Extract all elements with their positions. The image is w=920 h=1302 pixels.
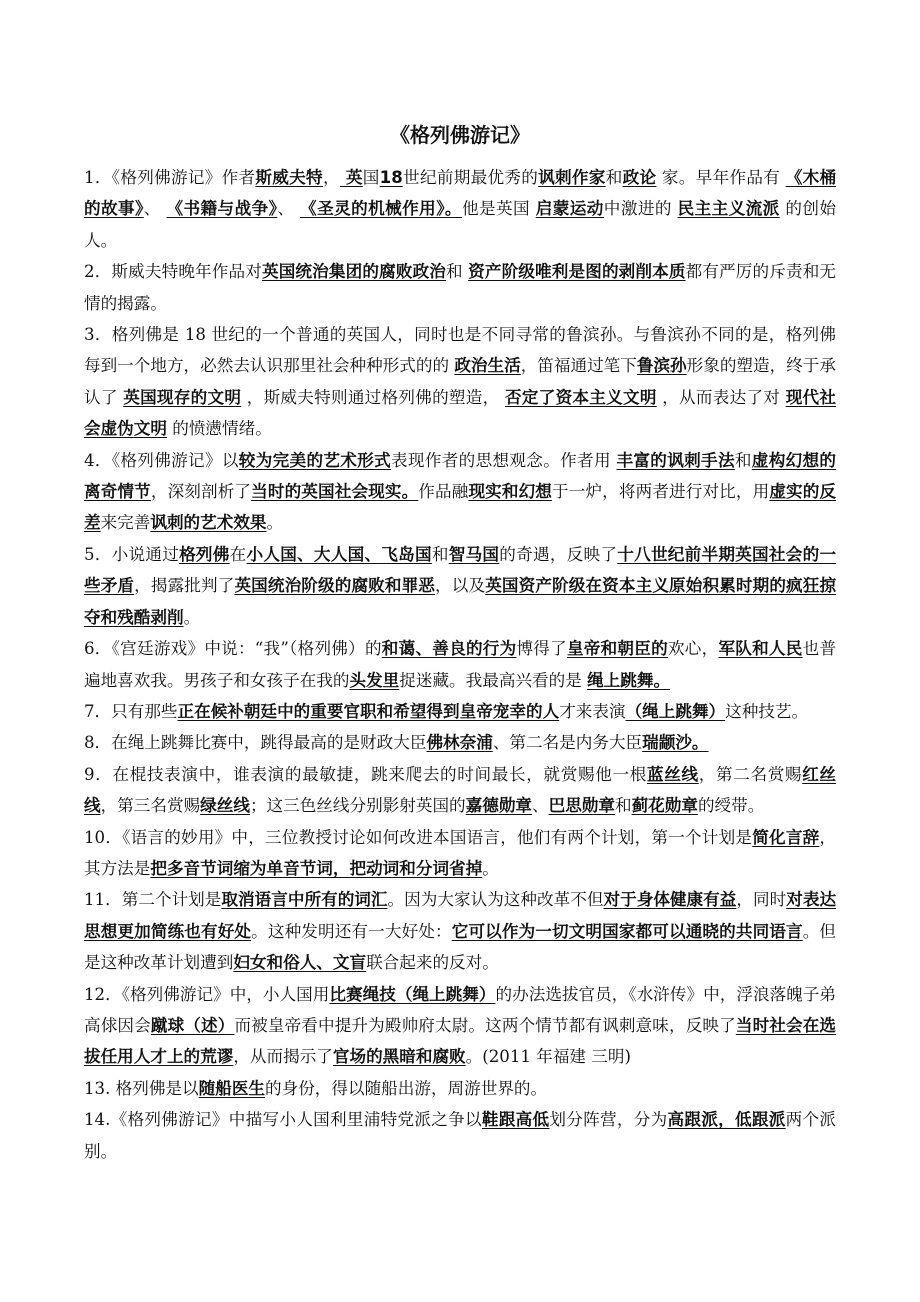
question-text: ，第三名赏赐: [100, 796, 201, 816]
answer-underlined: 比赛绳技（绳上跳舞）: [329, 984, 496, 1004]
question-text: 和: [445, 262, 469, 282]
question-text: 、: [532, 796, 549, 816]
answer-underlined: 英: [339, 168, 363, 187]
question-text: 7．只有那些: [84, 701, 178, 721]
question-text: ，笛福通过笔下: [520, 356, 637, 376]
answer-underlined: （绳上跳舞）: [625, 701, 726, 721]
answer-underlined: 嘉德勋章: [465, 796, 533, 816]
question-text: ，从而表达了对: [656, 387, 786, 407]
answer-underlined: 斯威夫特: [255, 168, 323, 187]
question-item: [84, 759, 836, 822]
question-text: 的愤懑情绪。: [166, 419, 272, 439]
question-item: [84, 319, 836, 445]
answer-underlined: 英国统治阶级的腐败和罪恶: [234, 576, 436, 596]
answer-underlined: 较为完美的艺术形式: [238, 450, 392, 470]
question-text: 作品融: [418, 482, 469, 502]
answer-underlined: 妇女和俗人、文盲: [233, 953, 367, 973]
question-text: ，揭露批判了: [134, 576, 235, 596]
question-text: 他是英国: [461, 199, 536, 219]
question-text: 12．《格列佛游记》中，小人国用: [84, 984, 330, 1004]
answer-underlined: 英国统治集团的腐败政治: [261, 262, 446, 282]
question-text: 来完善: [100, 513, 151, 533]
question-text: 4．《格列佛游记》以: [84, 450, 239, 470]
question-text: 国: [362, 168, 380, 187]
answer-underlined: 格列佛: [179, 544, 230, 564]
question-text: 11．第二个计划是: [84, 890, 222, 910]
answer-underlined: 取消语言中所有的词汇: [221, 890, 388, 910]
question-text: 。因为大家认为这种改革不但: [387, 890, 604, 910]
question-text: 两个派别。: [84, 1110, 837, 1161]
question-text: 博得了: [516, 639, 567, 659]
question-text: 而被皇帝看中提升为殿帅府太尉。这两个情节都有讽刺意味，反映了: [234, 1015, 736, 1035]
answer-underlined: 讽刺作家: [538, 168, 606, 187]
answer-underlined: 佛林奈浦: [426, 733, 493, 753]
answer-underlined: 军队和人民: [718, 639, 803, 659]
answer-underlined: 绿丝线: [200, 796, 250, 816]
answer-underlined: 政治生活: [454, 356, 521, 376]
answer-underlined: 现代社会虚伪文明: [84, 387, 836, 439]
answer-underlined: 皇帝和朝臣的: [566, 639, 668, 659]
answer-underlined: 英国现存的文明: [123, 387, 242, 407]
question-text: 和: [734, 450, 752, 470]
question-text: ，同时: [736, 890, 787, 910]
question-item: [84, 696, 836, 727]
question-text: 世纪前期最优秀的: [402, 168, 539, 187]
question-text: 。: [482, 858, 499, 878]
answer-underlined: 蓟花勋章: [631, 796, 698, 816]
answer-underlined: 官场的黑暗和腐败: [332, 1047, 466, 1067]
question-text: ，斯威夫特则通过格列佛的塑造，: [241, 387, 506, 407]
question-text: 的身份，得以随船出游，周游世界的。: [265, 1078, 548, 1098]
question-text: 8．在绳上跳舞比赛中，跳得最高的是财政大臣: [84, 733, 427, 753]
answer-underlined: 头发里: [349, 670, 400, 690]
question-text: 这种技艺。: [725, 701, 809, 721]
answer-underlined: 《木桶的故事》: [84, 168, 837, 219]
question-text: 也普遍地喜欢我。男孩子和女孩子在我的: [84, 639, 837, 690]
answer-underlined: 资产阶级唯利是图的剥削本质: [468, 262, 686, 282]
question-text: 中激进的: [603, 199, 678, 219]
question-item: [84, 633, 836, 696]
answer-underlined: 把多音节词缩为单音节词，把动词和分词省掉: [150, 858, 483, 878]
question-text: 和: [615, 796, 632, 816]
question-item: [84, 1073, 836, 1104]
question-text: 13. 格列佛是以: [84, 1078, 199, 1098]
answer-underlined: 随船医生: [198, 1078, 266, 1098]
answer-underlined: 丰富的讽刺手法: [616, 450, 735, 470]
answer-underlined: 对于身体健康有益: [603, 890, 737, 910]
answer-underlined: 英国资产阶级在资本主义原始积累时期的疯狂掠夺和残酷剥削: [84, 576, 837, 627]
question-item: [84, 162, 836, 256]
answer-underlined: 讽刺的艺术效果: [150, 513, 267, 533]
question-item: [84, 822, 836, 885]
question-text: 10．《语言的妙用》中，三位教授讨论如何改进本国语言，他们有两个计划，第一个计划是: [84, 827, 753, 847]
question-text: 1．《格列佛游记》作者: [84, 168, 256, 187]
question-text: 。(2011 年福建 三明): [465, 1047, 631, 1067]
question-text: 捉迷藏。我最高兴看的是: [399, 670, 588, 690]
question-text: 都有严厉的斥责和无情的揭露。: [84, 262, 837, 313]
answer-underlined: 十八世纪前半期英国社会的一些矛盾: [84, 544, 837, 596]
answer-underlined: 瑞颛沙。: [642, 733, 709, 753]
answer-underlined: 巴思勋章: [548, 796, 615, 816]
question-item: [84, 256, 836, 319]
question-text: 、: [143, 199, 167, 219]
question-item: [84, 1104, 836, 1167]
question-list: [84, 162, 836, 1167]
answer-underlined: 鲁滨孙: [636, 356, 687, 376]
question-item: [84, 884, 836, 978]
question-text: ，: [322, 168, 340, 187]
answer-underlined: 政论: [622, 168, 657, 187]
question-text: 。: [266, 513, 284, 533]
question-item: [84, 727, 836, 758]
answer-underlined: 民主主义流派: [677, 199, 780, 219]
answer-underlined: 对表达思想更加简练也有好处: [84, 890, 837, 941]
question-text: 于一炉，将两者进行对比，用: [552, 482, 770, 502]
answer-underlined: 鞋跟高低: [481, 1110, 550, 1130]
answer-underlined: 否定了资本主义文明: [505, 387, 657, 407]
question-text: 6．《宫廷游戏》中说：“我”（格列佛）的: [84, 639, 382, 659]
question-text: ，其方法是: [84, 827, 837, 878]
answer-underlined: 《书籍与战争》: [166, 199, 278, 219]
question-text: 划分阵营，分为: [549, 1110, 668, 1130]
answer-underlined: 简化言辞: [752, 827, 820, 847]
answer-underlined: 它可以作为一切文明国家都可以通晓的共同语言: [451, 921, 803, 941]
question-text: 、第二名是内务大臣: [492, 733, 643, 753]
question-text: 3．格列佛是 18 世纪的一个普通的英国人，同时也是不同寻常的鲁滨孙。与鲁滨孙不同的是，格列佛每到一个地方，必然去认识那里社会种种形式的的: [84, 325, 836, 376]
question-text: 家。早年作品有: [656, 168, 786, 187]
question-text: 5．小说通过: [84, 544, 180, 564]
answer-underlined: 正在候补朝廷中的重要官职和希望得到皇帝宠幸的人: [177, 701, 560, 721]
answer-underlined: 当时社会在选拔任用人才上的荒谬: [84, 1015, 837, 1067]
question-item: [84, 979, 836, 1073]
question-text: 9．在棍技表演中，谁表演的最敏捷，跳来爬去的时间最长，就赏赐他一根: [84, 764, 647, 784]
question-text: 联合起来的反对。: [366, 953, 499, 973]
answer-underlined: 蹴球（述）: [150, 1015, 235, 1035]
answer-underlined: 虚构幻想的离奇情节: [84, 450, 837, 502]
document-page: [84, 118, 836, 1167]
question-item: [84, 539, 836, 633]
question-text: ；这三色丝线分别影射英国的: [249, 796, 466, 816]
question-text: 的办法选拔官员，《水浒传》中，浮浪落魄子弟高俅因会: [84, 984, 837, 1035]
question-text: 和: [605, 168, 623, 187]
question-text: 的创始人。: [84, 199, 837, 250]
answer-underlined: 和蔼、善良的行为: [381, 639, 517, 659]
question-text: 形象的塑造，终于承认了: [84, 356, 836, 407]
question-text: 和: [431, 544, 449, 564]
question-text: 14.《格列佛游记》中描写小人国利里浦特党派之争以: [84, 1110, 482, 1130]
question-text: 。这种发明还有一大好处：: [251, 921, 452, 941]
question-text: ，以及: [435, 576, 486, 596]
answer-underlined: 18: [379, 168, 403, 187]
question-text: 2．斯威夫特晚年作品对: [84, 262, 262, 282]
question-text: 才来表演: [559, 701, 626, 721]
answer-underlined: 现实和幻想: [468, 482, 553, 502]
answer-underlined: 红丝线: [84, 764, 837, 816]
answer-underlined: 当时的英国社会现实。: [251, 482, 419, 502]
answer-underlined: 高跟派，低跟派: [667, 1110, 786, 1130]
question-text: 的奇遇，反映了: [499, 544, 618, 564]
question-text: 表现作者的思想观念。作者用: [391, 450, 617, 470]
question-text: 、: [277, 199, 301, 219]
answer-underlined: 启蒙运动: [535, 199, 604, 219]
question-text: ，从而揭示了: [233, 1047, 333, 1067]
question-text: ，深刻剖析了: [150, 482, 252, 502]
question-text: 欢心，: [667, 639, 719, 659]
answer-underlined: 智马国: [448, 544, 500, 564]
question-text: 。但是这种改革计划遭到: [84, 921, 837, 973]
answer-underlined: 绳上跳舞。: [587, 670, 671, 690]
answer-underlined: 蓝丝线: [646, 764, 699, 784]
document-title: 《格列佛游记》: [390, 123, 530, 147]
question-text: 在: [229, 544, 247, 564]
answer-underlined: 《圣灵的机械作用》。: [300, 199, 462, 219]
question-text: ，第二名赏赐: [698, 764, 803, 784]
question-text: 的绶带。: [697, 796, 765, 816]
answer-underlined: 小人国、大人国、飞岛国: [246, 544, 432, 564]
answer-underlined: 虚实的反差: [84, 482, 837, 533]
question-item: [84, 445, 836, 539]
question-text: 。: [183, 607, 201, 627]
